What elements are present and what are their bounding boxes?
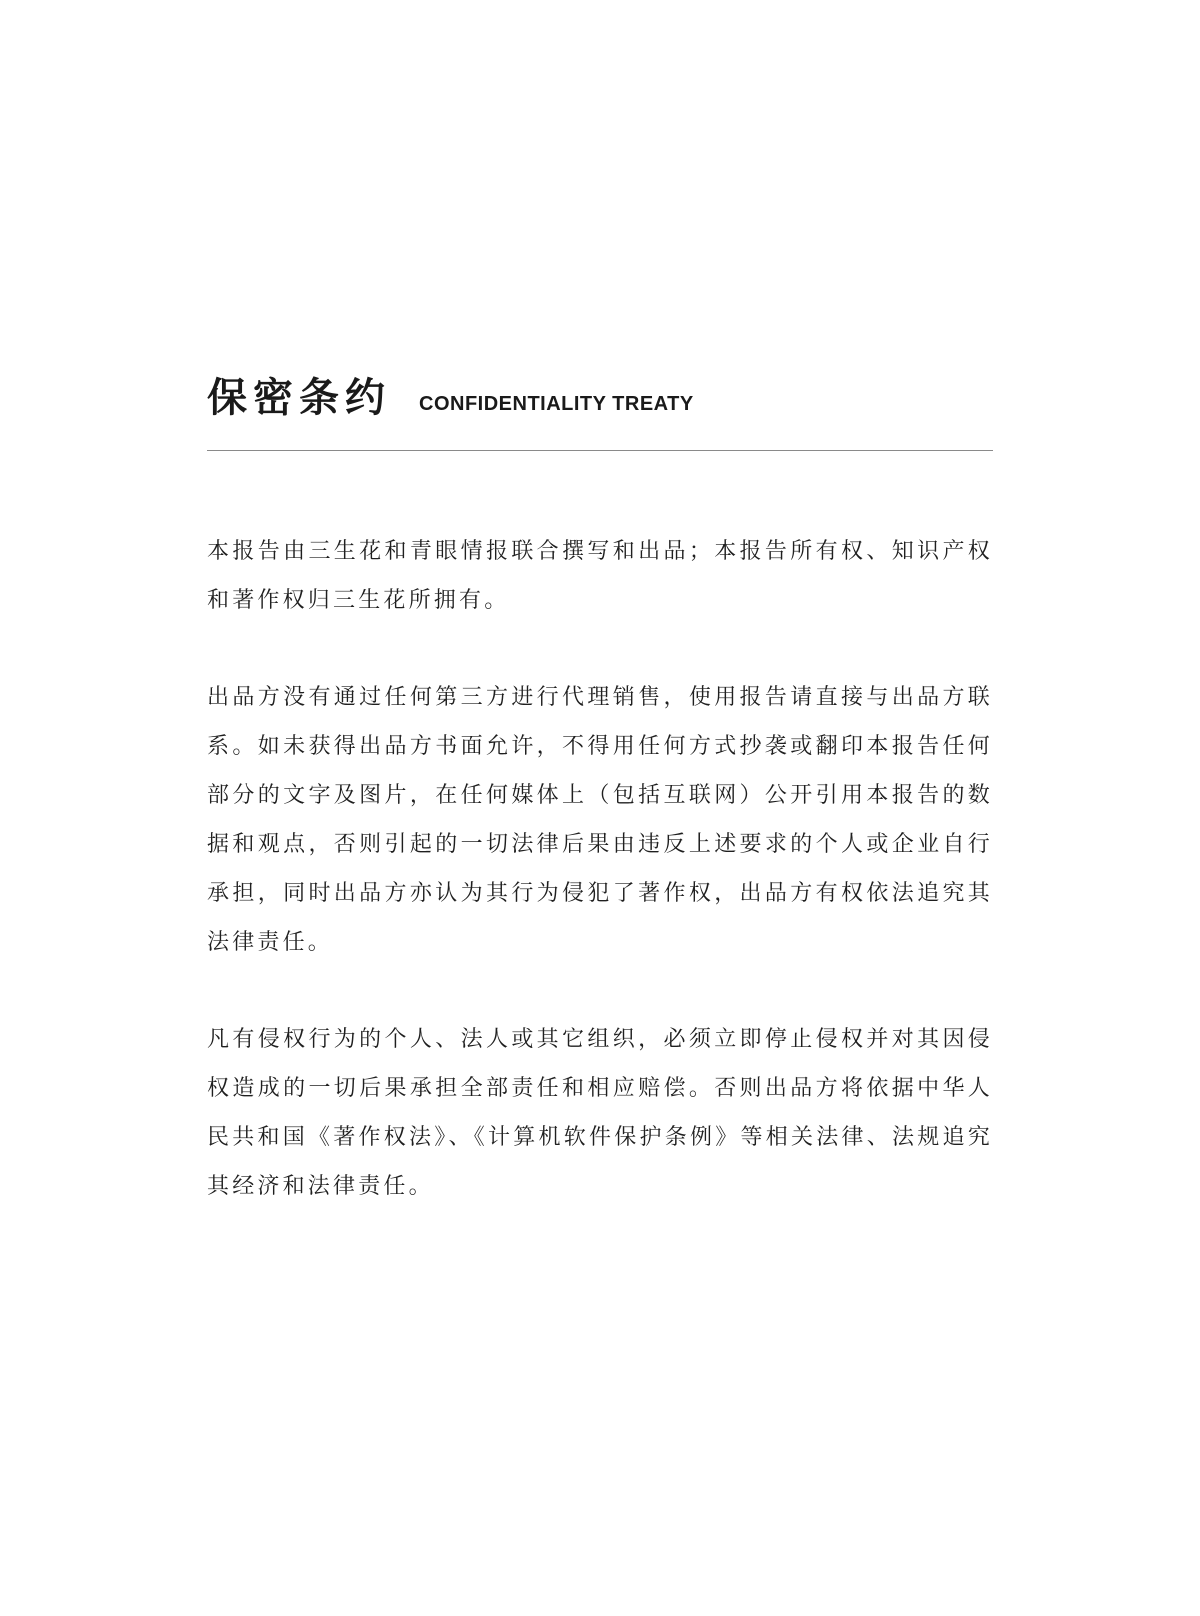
- page-title: 保密条约: [207, 375, 391, 421]
- paragraph-usage-restrictions: 出品方没有通过任何第三方进行代理销售，使用报告请直接与出品方联系。如未获得出品方书面允许，不得用任何方式抄袭或翻印本报告任何部分的文字及图片，在任何媒体上（包括互联网）公开引用本报告的数据和观点，否则引起的一切法律后果由违反上述要求的个人或企业自行承担，同时出品方亦认为其行为侵犯了著作权，出品方有权依法追究其法律责任。: [207, 685, 993, 955]
- page-subtitle: CONFIDENTIALITY TREATY: [419, 393, 694, 415]
- paragraph-ownership: 本报告由三生花和青眼情报联合撰写和出品；本报告所有权、知识产权和著作权归三生花所拥有。: [207, 539, 993, 613]
- body-text: [207, 527, 993, 1259]
- header-divider: [207, 450, 993, 451]
- page-header: [207, 375, 992, 421]
- paragraph-infringement: 凡有侵权行为的个人、法人或其它组织，必须立即停止侵权并对其因侵权造成的一切后果承担全部责任和相应赔偿。否则出品方将依据中华人民共和国《著作权法》、《计算机软件保护条例》等相关法律、法规追究其经济和法律责任。: [207, 1027, 993, 1199]
